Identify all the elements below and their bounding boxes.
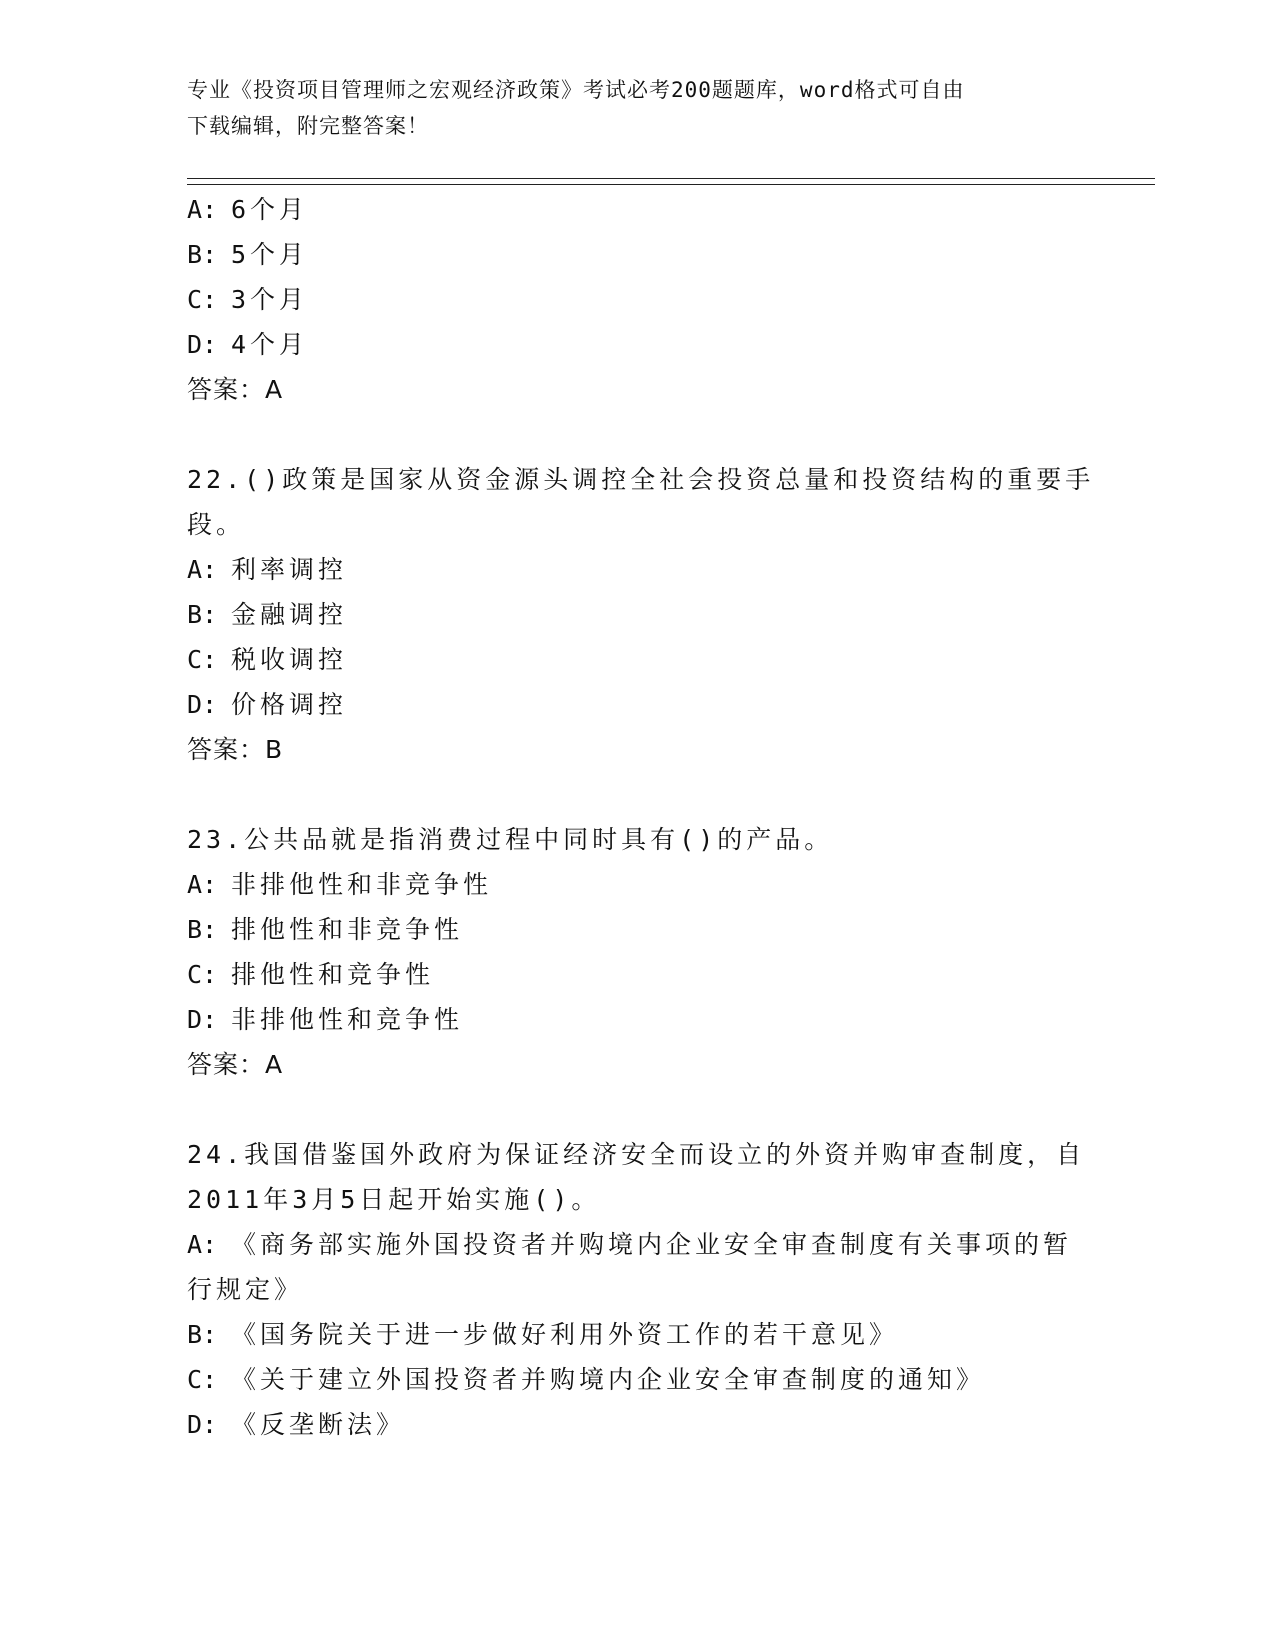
q23-option-a <box>187 863 1087 907</box>
q21-option-b-label: B: <box>187 240 218 269</box>
q21-option-a <box>187 188 1087 232</box>
q22-option-c <box>187 638 1087 682</box>
q22-option-c-label: C: <box>187 645 218 674</box>
q22-stem-line-2: 段。 <box>187 510 246 539</box>
q21-option-c <box>187 278 1087 322</box>
q23-option-c-text: 排他性和竞争性 <box>231 960 435 989</box>
q23-option-d <box>187 998 1087 1042</box>
q23-answer: 答案：A <box>187 1050 284 1079</box>
q21-answer: 答案：A <box>187 375 284 404</box>
q22-stem-line-1: 22.()政策是国家从资金源头调控全社会投资总量和投资结构的重要手 <box>187 465 1095 494</box>
q21-option-a-label: A: <box>187 195 218 224</box>
header-line-1: 专业《投资项目管理师之宏观经济政策》考试必考200题题库，word格式可自由 <box>187 78 965 102</box>
q22-option-d <box>187 683 1087 727</box>
q23-option-c-label: C: <box>187 960 218 989</box>
q24-option-a-continued: 行规定》 <box>187 1275 304 1304</box>
q21-option-b-text: 5个月 <box>231 240 309 269</box>
q24-option-a-text: 《商务部实施外国投资者并购境内企业安全审查制度有关事项的暂 <box>231 1230 1073 1259</box>
header-line-2: 下载编辑，附完整答案！ <box>187 114 429 138</box>
q24-option-d <box>187 1403 1087 1447</box>
q23-option-d-label: D: <box>187 1005 218 1034</box>
q24-stem-line-1: 24.我国借鉴国外政府为保证经济安全而设立的外资并购审查制度，自 <box>187 1140 1086 1169</box>
q24-stem-line-2: 2011年3月5日起开始实施()。 <box>187 1185 601 1214</box>
q23-stem-line-1: 23.公共品就是指消费过程中同时具有()的产品。 <box>187 825 834 854</box>
q22-option-a-label: A: <box>187 555 218 584</box>
q21-option-c-text: 3个月 <box>231 285 309 314</box>
q23-option-c <box>187 953 1087 997</box>
q24-option-d-label: D: <box>187 1410 218 1439</box>
header-divider-top <box>187 178 1155 179</box>
q21-option-a-text: 6个月 <box>231 195 309 224</box>
q24-option-d-text: 《反垄断法》 <box>231 1410 406 1439</box>
q22-option-b-text: 金融调控 <box>231 600 348 629</box>
q21-option-d <box>187 323 1087 367</box>
q24-option-b-label: B: <box>187 1320 218 1349</box>
q22-option-b <box>187 593 1087 637</box>
q22-option-b-label: B: <box>187 600 218 629</box>
q21-option-c-label: C: <box>187 285 218 314</box>
q24-option-c <box>187 1358 1087 1402</box>
document-header <box>187 72 1087 144</box>
q24-option-b <box>187 1313 1087 1357</box>
q23-option-b-label: B: <box>187 915 218 944</box>
q23-option-b <box>187 908 1087 952</box>
q23-option-a-label: A: <box>187 870 218 899</box>
q24-option-a <box>187 1223 1087 1267</box>
q22-option-d-label: D: <box>187 690 218 719</box>
header-divider-bottom <box>187 184 1155 185</box>
q22-answer: 答案：B <box>187 735 284 764</box>
q22-option-a <box>187 548 1087 592</box>
q21-option-b <box>187 233 1087 277</box>
q22-option-c-text: 税收调控 <box>231 645 348 674</box>
q21-option-d-text: 4个月 <box>231 330 309 359</box>
q23-option-d-text: 非排他性和竞争性 <box>231 1005 464 1034</box>
q24-option-c-text: 《关于建立外国投资者并购境内企业安全审查制度的通知》 <box>231 1365 986 1394</box>
q23-option-b-text: 排他性和非竞争性 <box>231 915 464 944</box>
q21-option-d-label: D: <box>187 330 218 359</box>
q22-option-d-text: 价格调控 <box>231 690 348 719</box>
q24-option-c-label: C: <box>187 1365 218 1394</box>
q23-option-a-text: 非排他性和非竞争性 <box>231 870 493 899</box>
q22-option-a-text: 利率调控 <box>231 555 348 584</box>
q24-option-a-label: A: <box>187 1230 218 1259</box>
q24-option-b-text: 《国务院关于进一步做好利用外资工作的若干意见》 <box>231 1320 899 1349</box>
